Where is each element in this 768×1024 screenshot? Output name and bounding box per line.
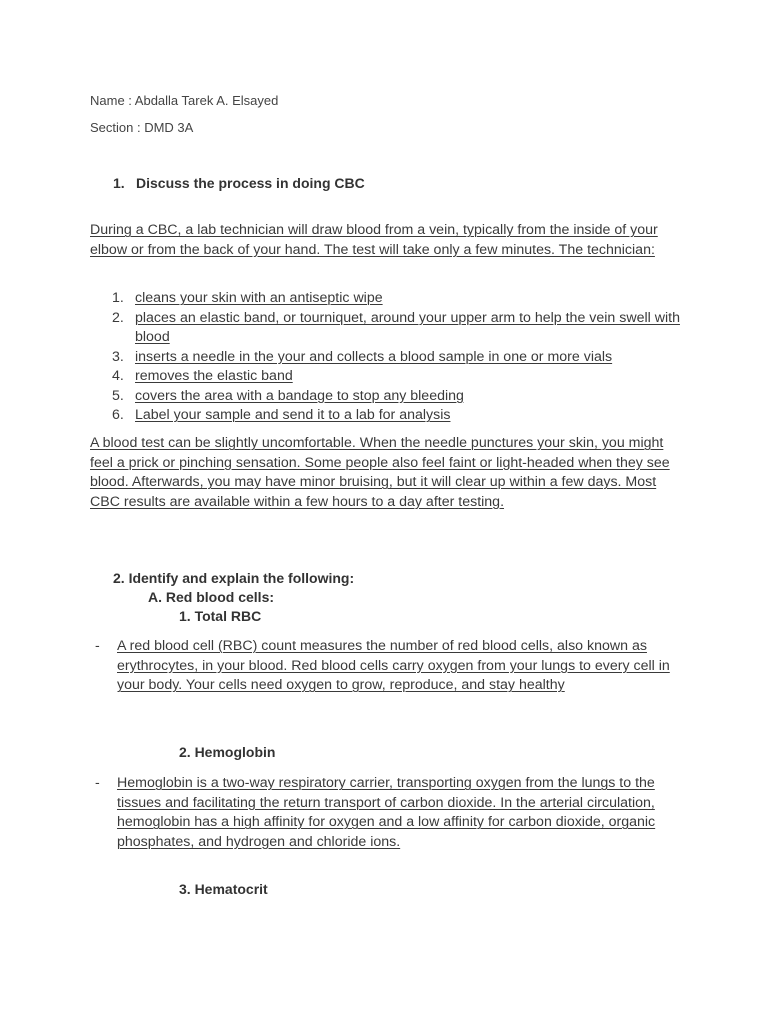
list-item: 2. places an elastic band, or tourniquet, around your upper arm to help the vein swell with blood xyxy=(112,309,680,345)
hemoglobin-item: - Hemoglobin is a two-way respiratory carrier, transporting oxygen from the lungs to the tissues and facilitating the return transport of carbon dioxide. In the arterial circulation, hemoglobin has a high affinity for oxygen and a low affinity for carbon dioxide, organic phosphates, and hydrogen and chloride ions. xyxy=(90,774,690,852)
list-item: 1. cleans your skin with an antiseptic wipe xyxy=(112,290,383,306)
question-2-title: 2. Identify and explain the following: xyxy=(113,570,355,586)
hemoglobin-heading: 2. Hemoglobin xyxy=(179,744,276,760)
cbc-closing-paragraph xyxy=(90,434,686,512)
list-item: 3. inserts a needle in the your and collects a blood sample in one or more vials xyxy=(112,348,613,365)
total-rbc-heading: 1. Total RBC xyxy=(179,608,262,624)
question-1-number: 1. xyxy=(113,175,125,191)
cbc-steps-list xyxy=(90,289,686,426)
student-name: Name : Abdalla Tarek A. Elsayed xyxy=(90,93,279,108)
list-item: 4. removes the elastic band xyxy=(112,368,293,384)
question-1-title: Discuss the process in doing CBC xyxy=(136,175,365,191)
cbc-intro-text: During a CBC, a lab technician will draw blood from a vein, typically from the inside of your elbow or from the back of your hand. The test will take only a few minutes. The technician: xyxy=(90,222,658,258)
hemoglobin-text: Hemoglobin is a two-way respiratory carrier, transporting oxygen from the lungs to the tissues and facilitating the return transport of carbon dioxide. In the arterial circulation, hemoglobin has a high affinity for oxygen and a low affinity for carbon dioxide, organic phosphates, and hydrogen and chloride ions. xyxy=(117,775,656,850)
cbc-closing-text: A blood test can be slightly uncomfortable. When the needle punctures your skin, you might feel a prick or pinching sensation. Some people also feel faint or light-headed when they see blood. Afterwards, you may have minor bruising, but it will clear up within a few days. Most CBC results are available within a few hours to a day after testing. xyxy=(90,435,670,510)
cbc-intro-paragraph xyxy=(90,221,686,260)
student-section: Section : DMD 3A xyxy=(90,120,194,135)
total-rbc-item: - A red blood cell (RBC) count measures the number of red blood cells, also known as erythrocytes, in your blood. Red blood cells carry oxygen from your lungs to every cell in your body. Your cells need oxygen to grow, reproduce, and stay healthy xyxy=(90,637,690,696)
total-rbc-text: A red blood cell (RBC) count measures the number of red blood cells, also known as erythrocytes, in your blood. Red blood cells carry oxygen from your lungs to every cell in your body. Your cells need oxygen to grow, reproduce, and stay healthy xyxy=(117,638,670,693)
section-a-heading: A. Red blood cells: xyxy=(148,589,275,605)
list-item: 5. covers the area with a bandage to stop any bleeding xyxy=(112,387,464,404)
hematocrit-heading: 3. Hematocrit xyxy=(179,881,268,897)
list-item: 6. Label your sample and send it to a lab for analysis xyxy=(112,407,451,423)
